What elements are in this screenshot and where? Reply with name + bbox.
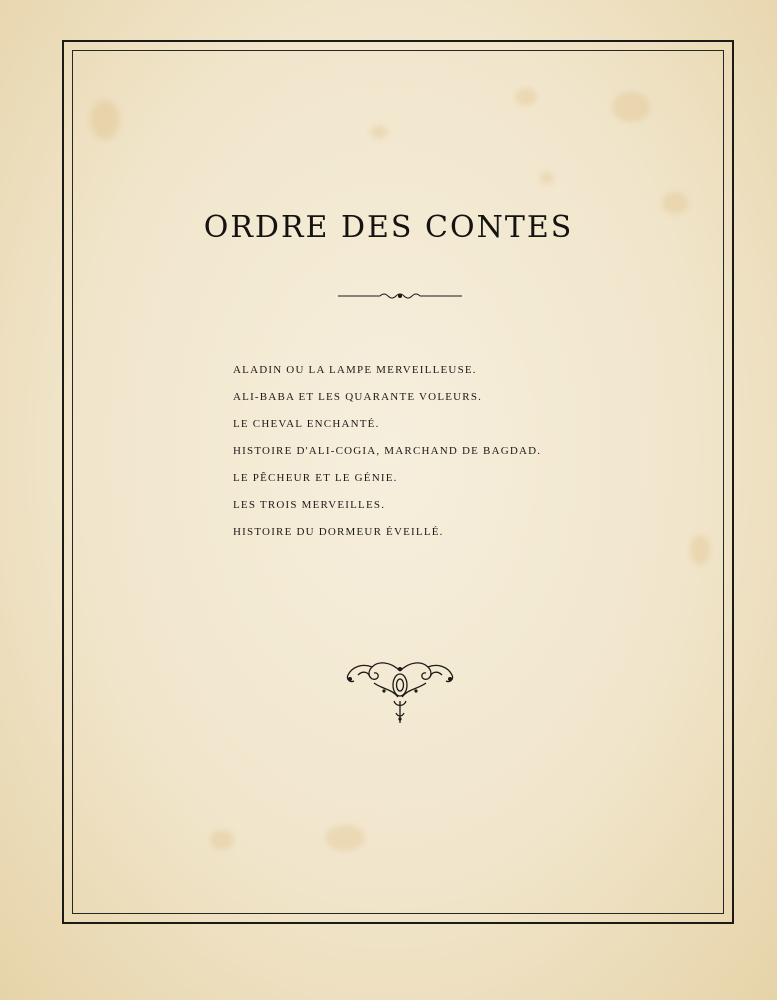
list-item: LES TROIS MERVEILLES. [233, 499, 386, 511]
list-item: ALADIN OU LA LAMPE MERVEILLEUSE. [233, 364, 477, 376]
list-item: LE CHEVAL ENCHANTÉ. [233, 418, 380, 430]
list-item: ALI-BABA ET LES QUARANTE VOLEURS. [233, 391, 483, 403]
list-item: HISTOIRE D'ALI-COGIA, MARCHAND DE BAGDAD. [233, 445, 542, 457]
contents-list [233, 364, 541, 553]
list-item: HISTOIRE DU DORMEUR ÉVEILLÉ. [233, 526, 444, 538]
list-item: LE PÊCHEUR ET LE GÉNIE. [233, 472, 398, 484]
page-title: ORDRE DES CONTES [203, 210, 574, 245]
divider-rule-icon [338, 290, 462, 302]
fleuron-ornament-icon [344, 657, 456, 725]
